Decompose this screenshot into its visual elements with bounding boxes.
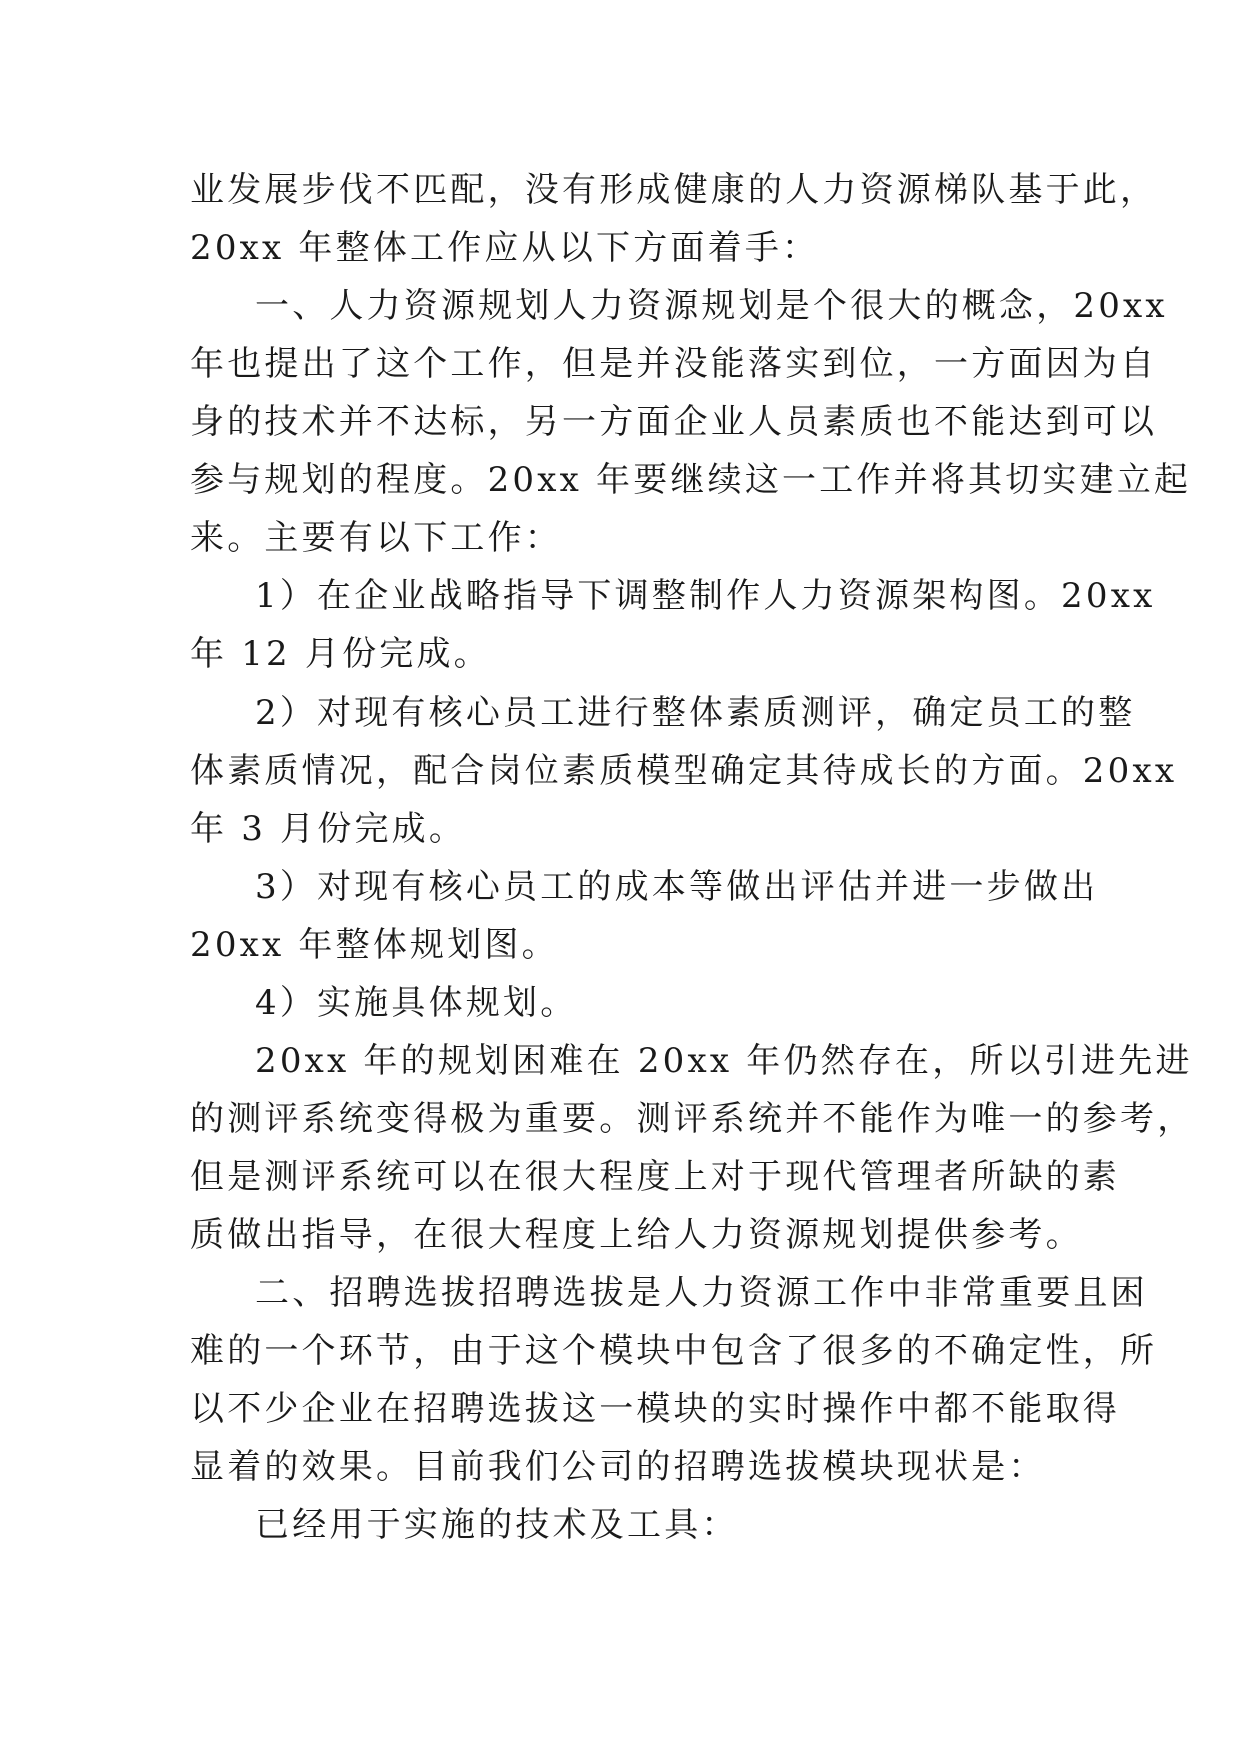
text-line: 显着的效果。目前我们公司的招聘选拔模块现状是： xyxy=(190,1447,1046,1487)
text-line: 体素质情况，配合岗位素质模型确定其待成长的方面。20xx xyxy=(190,751,1178,791)
text-line: 难的一个环节，由于这个模块中包含了很多的不确定性，所 xyxy=(190,1331,1158,1371)
text-line: 来。主要有以下工作： xyxy=(190,518,562,558)
text-line: 以不少企业在招聘选拔这一模块的实时操作中都不能取得 xyxy=(190,1389,1120,1429)
list-item: 2）对现有核心员工进行整体素质测评，确定员工的整 xyxy=(255,693,1136,733)
paragraph-start: 20xx 年的规划困难在 20xx 年仍然存在，所以引进先进 xyxy=(255,1041,1193,1081)
text-line: 质做出指导，在很大程度上给人力资源规划提供参考。 xyxy=(190,1215,1083,1255)
text-line: 年 3 月份完成。 xyxy=(190,809,467,849)
list-item: 3）对现有核心员工的成本等做出评估并进一步做出 xyxy=(255,867,1099,907)
text-line: 的测评系统变得极为重要。测评系统并不能作为唯一的参考， xyxy=(190,1099,1195,1139)
text-line: 但是测评系统可以在很大程度上对于现代管理者所缺的素 xyxy=(190,1157,1120,1197)
section-heading: 二、招聘选拔招聘选拔是人力资源工作中非常重要且困 xyxy=(255,1273,1148,1313)
text-line: 身的技术并不达标，另一方面企业人员素质也不能达到可以 xyxy=(190,402,1158,442)
text-line: 年 12 月份完成。 xyxy=(190,634,491,674)
text-line: 业发展步伐不匹配，没有形成健康的人力资源梯队基于此， xyxy=(190,170,1158,210)
text-line: 参与规划的程度。20xx 年要继续这一工作并将其切实建立起 xyxy=(190,460,1192,500)
text-line: 年也提出了这个工作，但是并没能落实到位，一方面因为自 xyxy=(190,344,1158,384)
text-line: 20xx 年整体工作应从以下方面着手： xyxy=(190,228,820,268)
list-item: 1）在企业战略指导下调整制作人力资源架构图。20xx xyxy=(255,576,1156,616)
section-heading: 一、人力资源规划人力资源规划是个很大的概念，20xx xyxy=(255,286,1168,326)
text-line: 20xx 年整体规划图。 xyxy=(190,925,559,965)
paragraph-start: 已经用于实施的技术及工具： xyxy=(255,1505,739,1545)
list-item: 4）实施具体规划。 xyxy=(255,983,578,1023)
